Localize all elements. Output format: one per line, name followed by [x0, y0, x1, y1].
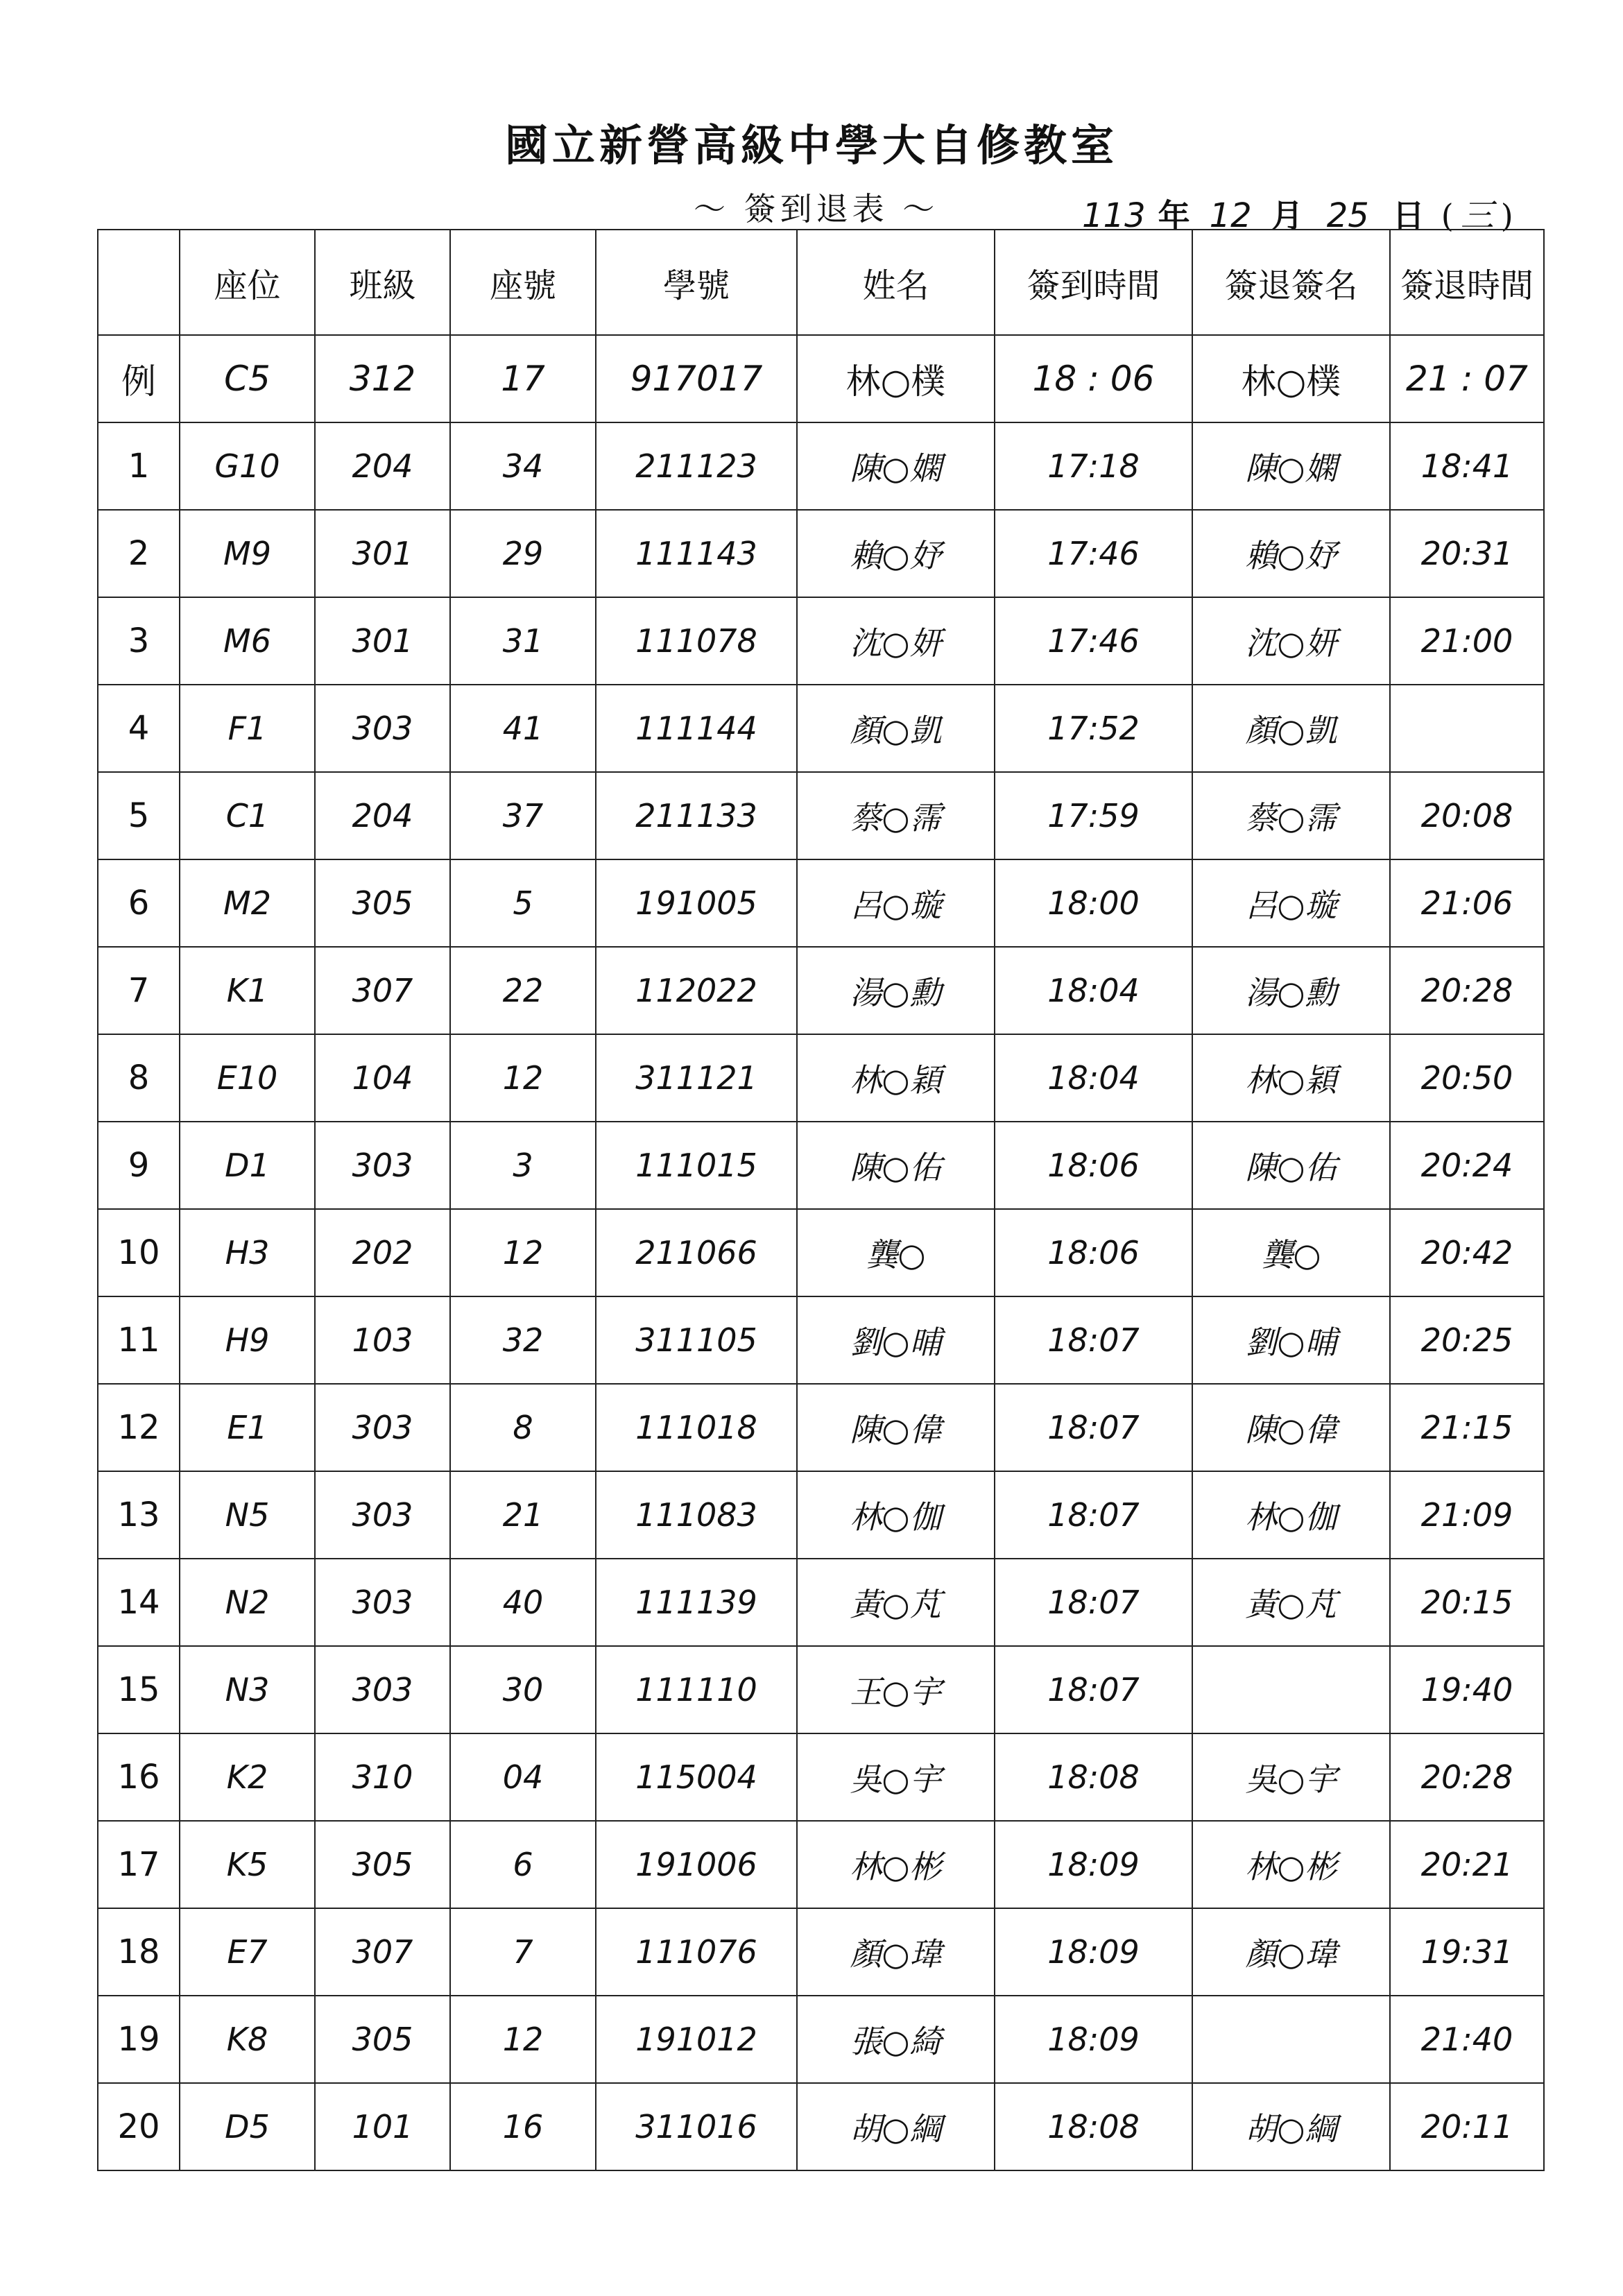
student-id-cell: 111018	[596, 1384, 797, 1471]
checkout-time-cell: 21 : 07	[1390, 335, 1544, 422]
seat-number-cell: 7	[450, 1908, 596, 1996]
column-header	[98, 230, 180, 335]
seat-cell: H3	[180, 1209, 315, 1296]
checkin-time-cell: 18:06	[995, 1122, 1192, 1209]
seat-cell: K5	[180, 1821, 315, 1908]
checkout-time-cell: 19:31	[1390, 1908, 1544, 1996]
class-cell: 303	[315, 1384, 450, 1471]
row-index: 4	[98, 685, 180, 772]
student-id-cell: 917017	[596, 335, 797, 422]
student-id-cell: 112022	[596, 947, 797, 1034]
checkout-time-cell: 20:31	[1390, 510, 1544, 597]
checkout-time-cell: 20:50	[1390, 1034, 1544, 1122]
name-cell: 林○穎	[797, 1034, 995, 1122]
date-month: 12	[1209, 196, 1252, 235]
class-cell: 312	[315, 335, 450, 422]
checkout-time-cell: 20:28	[1390, 947, 1544, 1034]
table-row	[98, 1646, 1544, 1733]
seat-number-cell: 34	[450, 422, 596, 510]
signature-cell: 林○樸	[1192, 335, 1390, 422]
checkout-time-cell	[1390, 685, 1544, 772]
signature-cell	[1192, 1996, 1390, 2083]
seat-cell: N2	[180, 1559, 315, 1646]
student-id-cell: 211066	[596, 1209, 797, 1296]
signature-cell: 劉○晡	[1192, 1296, 1390, 1384]
seat-cell: D5	[180, 2083, 315, 2170]
signature-cell: 湯○勳	[1192, 947, 1390, 1034]
signature-cell: 龔○	[1192, 1209, 1390, 1296]
row-index: 19	[98, 1996, 180, 2083]
class-cell: 305	[315, 1821, 450, 1908]
signature-cell	[1192, 1646, 1390, 1733]
seat-cell: H9	[180, 1296, 315, 1384]
row-index: 1	[98, 422, 180, 510]
seat-number-cell: 6	[450, 1821, 596, 1908]
student-id-cell: 111110	[596, 1646, 797, 1733]
table-row	[98, 1733, 1544, 1821]
seat-number-cell: 32	[450, 1296, 596, 1384]
table-row	[98, 1384, 1544, 1471]
name-cell: 沈○妍	[797, 597, 995, 685]
checkin-time-cell: 17:52	[995, 685, 1192, 772]
table-row	[98, 2083, 1544, 2170]
column-header-seat: 座位	[180, 230, 315, 335]
name-cell: 蔡○霈	[797, 772, 995, 859]
row-index: 13	[98, 1471, 180, 1559]
seat-number-cell: 5	[450, 859, 596, 947]
table-row	[98, 772, 1544, 859]
signature-cell: 蔡○霈	[1192, 772, 1390, 859]
class-cell: 303	[315, 1559, 450, 1646]
checkin-time-cell: 18:06	[995, 1209, 1192, 1296]
table-row	[98, 859, 1544, 947]
class-cell: 103	[315, 1296, 450, 1384]
date-day-label: 日	[1392, 197, 1425, 234]
student-id-cell: 311105	[596, 1296, 797, 1384]
table-row	[98, 1209, 1544, 1296]
checkout-time-cell: 20:28	[1390, 1733, 1544, 1821]
class-cell: 301	[315, 510, 450, 597]
name-cell: 顏○凱	[797, 685, 995, 772]
signature-cell: 顏○凱	[1192, 685, 1390, 772]
signature-cell: 賴○妤	[1192, 510, 1390, 597]
checkout-time-cell: 20:08	[1390, 772, 1544, 859]
student-id-cell: 191006	[596, 1821, 797, 1908]
checkin-time-cell: 18 : 06	[995, 335, 1192, 422]
class-cell: 303	[315, 1646, 450, 1733]
checkout-time-cell: 19:40	[1390, 1646, 1544, 1733]
row-index: 18	[98, 1908, 180, 1996]
row-index: 11	[98, 1296, 180, 1384]
seat-cell: C5	[180, 335, 315, 422]
student-id-cell: 111139	[596, 1559, 797, 1646]
table-row	[98, 1296, 1544, 1384]
sign-in-table	[97, 229, 1545, 2171]
name-cell: 顏○瑋	[797, 1908, 995, 1996]
seat-cell: K1	[180, 947, 315, 1034]
row-index: 例	[98, 335, 180, 422]
class-cell: 307	[315, 1908, 450, 1996]
row-index: 12	[98, 1384, 180, 1471]
signature-cell: 胡○綱	[1192, 2083, 1390, 2170]
row-index: 7	[98, 947, 180, 1034]
student-id-cell: 211133	[596, 772, 797, 859]
checkin-time-cell: 18:09	[995, 1821, 1192, 1908]
checkout-time-cell: 20:21	[1390, 1821, 1544, 1908]
seat-cell: G10	[180, 422, 315, 510]
seat-number-cell: 37	[450, 772, 596, 859]
checkout-time-cell: 20:42	[1390, 1209, 1544, 1296]
date-month-label: 月	[1271, 197, 1303, 234]
class-cell: 303	[315, 685, 450, 772]
row-index: 9	[98, 1122, 180, 1209]
class-cell: 101	[315, 2083, 450, 2170]
signature-cell: 林○伽	[1192, 1471, 1390, 1559]
table-row	[98, 597, 1544, 685]
checkout-time-cell: 20:24	[1390, 1122, 1544, 1209]
name-cell: 張○綺	[797, 1996, 995, 2083]
row-index: 14	[98, 1559, 180, 1646]
student-id-cell: 115004	[596, 1733, 797, 1821]
signature-cell: 林○彬	[1192, 1821, 1390, 1908]
row-index: 3	[98, 597, 180, 685]
signature-cell: 林○穎	[1192, 1034, 1390, 1122]
name-cell: 劉○晡	[797, 1296, 995, 1384]
table-row	[98, 947, 1544, 1034]
date-close-paren: )	[1500, 197, 1513, 234]
checkin-time-cell: 18:09	[995, 1908, 1192, 1996]
student-id-cell: 111083	[596, 1471, 797, 1559]
checkout-time-cell: 18:41	[1390, 422, 1544, 510]
name-cell: 龔○	[797, 1209, 995, 1296]
seat-cell: M2	[180, 859, 315, 947]
seat-number-cell: 41	[450, 685, 596, 772]
checkout-time-cell: 21:09	[1390, 1471, 1544, 1559]
seat-number-cell: 8	[450, 1384, 596, 1471]
table-row	[98, 1821, 1544, 1908]
seat-number-cell: 12	[450, 1034, 596, 1122]
seat-cell: N3	[180, 1646, 315, 1733]
checkin-time-cell: 18:08	[995, 1733, 1192, 1821]
student-id-cell: 191005	[596, 859, 797, 947]
checkout-time-cell: 20:11	[1390, 2083, 1544, 2170]
signature-cell: 吳○宇	[1192, 1733, 1390, 1821]
seat-cell: D1	[180, 1122, 315, 1209]
checkout-time-cell: 20:15	[1390, 1559, 1544, 1646]
name-cell: 吳○宇	[797, 1733, 995, 1821]
seat-cell: E7	[180, 1908, 315, 1996]
checkin-time-cell: 18:07	[995, 1646, 1192, 1733]
column-header-seat-number: 座號	[450, 230, 596, 335]
date-day: 25	[1326, 196, 1369, 235]
class-cell: 202	[315, 1209, 450, 1296]
class-cell: 104	[315, 1034, 450, 1122]
class-cell: 310	[315, 1733, 450, 1821]
student-id-cell: 311016	[596, 2083, 797, 2170]
table-header-row	[98, 230, 1544, 335]
name-cell: 林○彬	[797, 1821, 995, 1908]
seat-number-cell: 12	[450, 1209, 596, 1296]
signature-cell: 陳○嫻	[1192, 422, 1390, 510]
name-cell: 王○宇	[797, 1646, 995, 1733]
date-year: 113	[1082, 196, 1146, 235]
class-cell: 305	[315, 1996, 450, 2083]
table-row	[98, 510, 1544, 597]
student-id-cell: 111015	[596, 1122, 797, 1209]
checkin-time-cell: 18:07	[995, 1296, 1192, 1384]
checkin-time-cell: 18:08	[995, 2083, 1192, 2170]
seat-cell: M9	[180, 510, 315, 597]
table-row	[98, 1559, 1544, 1646]
column-header-checkout-signature: 簽退簽名	[1192, 230, 1390, 335]
checkin-time-cell: 17:59	[995, 772, 1192, 859]
signature-cell: 顏○瑋	[1192, 1908, 1390, 1996]
checkout-time-cell: 20:25	[1390, 1296, 1544, 1384]
student-id-cell: 111143	[596, 510, 797, 597]
seat-number-cell: 04	[450, 1733, 596, 1821]
class-cell: 305	[315, 859, 450, 947]
name-cell: 胡○綱	[797, 2083, 995, 2170]
seat-number-cell: 17	[450, 335, 596, 422]
class-cell: 307	[315, 947, 450, 1034]
seat-number-cell: 12	[450, 1996, 596, 2083]
name-cell: 陳○佑	[797, 1122, 995, 1209]
column-header-checkin-time: 簽到時間	[995, 230, 1192, 335]
seat-number-cell: 21	[450, 1471, 596, 1559]
example-row	[98, 335, 1544, 422]
name-cell: 賴○妤	[797, 510, 995, 597]
table-row	[98, 1908, 1544, 1996]
student-id-cell: 111076	[596, 1908, 797, 1996]
page-title: 國立新營高級中學大自修教室	[504, 120, 1118, 171]
column-header-class: 班級	[315, 230, 450, 335]
class-cell: 204	[315, 772, 450, 859]
student-id-cell: 211123	[596, 422, 797, 510]
signature-cell: 黃○芃	[1192, 1559, 1390, 1646]
name-cell: 黃○芃	[797, 1559, 995, 1646]
checkout-time-cell: 21:00	[1390, 597, 1544, 685]
row-index: 10	[98, 1209, 180, 1296]
table-row	[98, 422, 1544, 510]
page-subtitle: ～ 簽到退表 ～	[694, 190, 939, 228]
signature-cell: 陳○佑	[1192, 1122, 1390, 1209]
checkin-time-cell: 17:46	[995, 510, 1192, 597]
name-cell: 湯○勳	[797, 947, 995, 1034]
column-header-checkout-time: 簽退時間	[1390, 230, 1544, 335]
checkin-time-cell: 18:07	[995, 1471, 1192, 1559]
table-row	[98, 1122, 1544, 1209]
student-id-cell: 111078	[596, 597, 797, 685]
seat-cell: N5	[180, 1471, 315, 1559]
row-index: 2	[98, 510, 180, 597]
signature-cell: 呂○璇	[1192, 859, 1390, 947]
class-cell: 204	[315, 422, 450, 510]
row-index: 20	[98, 2083, 180, 2170]
seat-number-cell: 22	[450, 947, 596, 1034]
date-year-label: 年	[1158, 197, 1190, 234]
name-cell: 林○樸	[797, 335, 995, 422]
signature-cell: 沈○妍	[1192, 597, 1390, 685]
checkout-time-cell: 21:06	[1390, 859, 1544, 947]
seat-cell: F1	[180, 685, 315, 772]
checkin-time-cell: 18:07	[995, 1559, 1192, 1646]
seat-number-cell: 30	[450, 1646, 596, 1733]
seat-number-cell: 3	[450, 1122, 596, 1209]
seat-cell: C1	[180, 772, 315, 859]
date-open-paren: (	[1441, 197, 1454, 234]
seat-cell: K2	[180, 1733, 315, 1821]
student-id-cell: 311121	[596, 1034, 797, 1122]
checkin-time-cell: 18:04	[995, 1034, 1192, 1122]
seat-number-cell: 29	[450, 510, 596, 597]
seat-number-cell: 31	[450, 597, 596, 685]
name-cell: 陳○偉	[797, 1384, 995, 1471]
checkout-time-cell: 21:15	[1390, 1384, 1544, 1471]
column-header-student-id: 學號	[596, 230, 797, 335]
class-cell: 301	[315, 597, 450, 685]
checkin-time-cell: 17:18	[995, 422, 1192, 510]
name-cell: 呂○璇	[797, 859, 995, 947]
checkin-time-cell: 18:09	[995, 1996, 1192, 2083]
checkin-time-cell: 18:07	[995, 1384, 1192, 1471]
seat-number-cell: 40	[450, 1559, 596, 1646]
checkin-time-cell: 17:46	[995, 597, 1192, 685]
row-index: 6	[98, 859, 180, 947]
table-row	[98, 1996, 1544, 2083]
row-index: 17	[98, 1821, 180, 1908]
student-id-cell: 111144	[596, 685, 797, 772]
checkout-time-cell: 21:40	[1390, 1996, 1544, 2083]
column-header-name: 姓名	[797, 230, 995, 335]
checkin-time-cell: 18:00	[995, 859, 1192, 947]
checkin-time-cell: 18:04	[995, 947, 1192, 1034]
signature-cell: 陳○偉	[1192, 1384, 1390, 1471]
name-cell: 林○伽	[797, 1471, 995, 1559]
table-row	[98, 685, 1544, 772]
date-weekday: 三	[1460, 196, 1494, 235]
seat-cell: M6	[180, 597, 315, 685]
seat-cell: E10	[180, 1034, 315, 1122]
table-row	[98, 1471, 1544, 1559]
seat-number-cell: 16	[450, 2083, 596, 2170]
row-index: 8	[98, 1034, 180, 1122]
student-id-cell: 191012	[596, 1996, 797, 2083]
seat-cell: E1	[180, 1384, 315, 1471]
seat-cell: K8	[180, 1996, 315, 2083]
row-index: 15	[98, 1646, 180, 1733]
table-row	[98, 1034, 1544, 1122]
row-index: 16	[98, 1733, 180, 1821]
class-cell: 303	[315, 1471, 450, 1559]
class-cell: 303	[315, 1122, 450, 1209]
row-index: 5	[98, 772, 180, 859]
name-cell: 陳○嫻	[797, 422, 995, 510]
